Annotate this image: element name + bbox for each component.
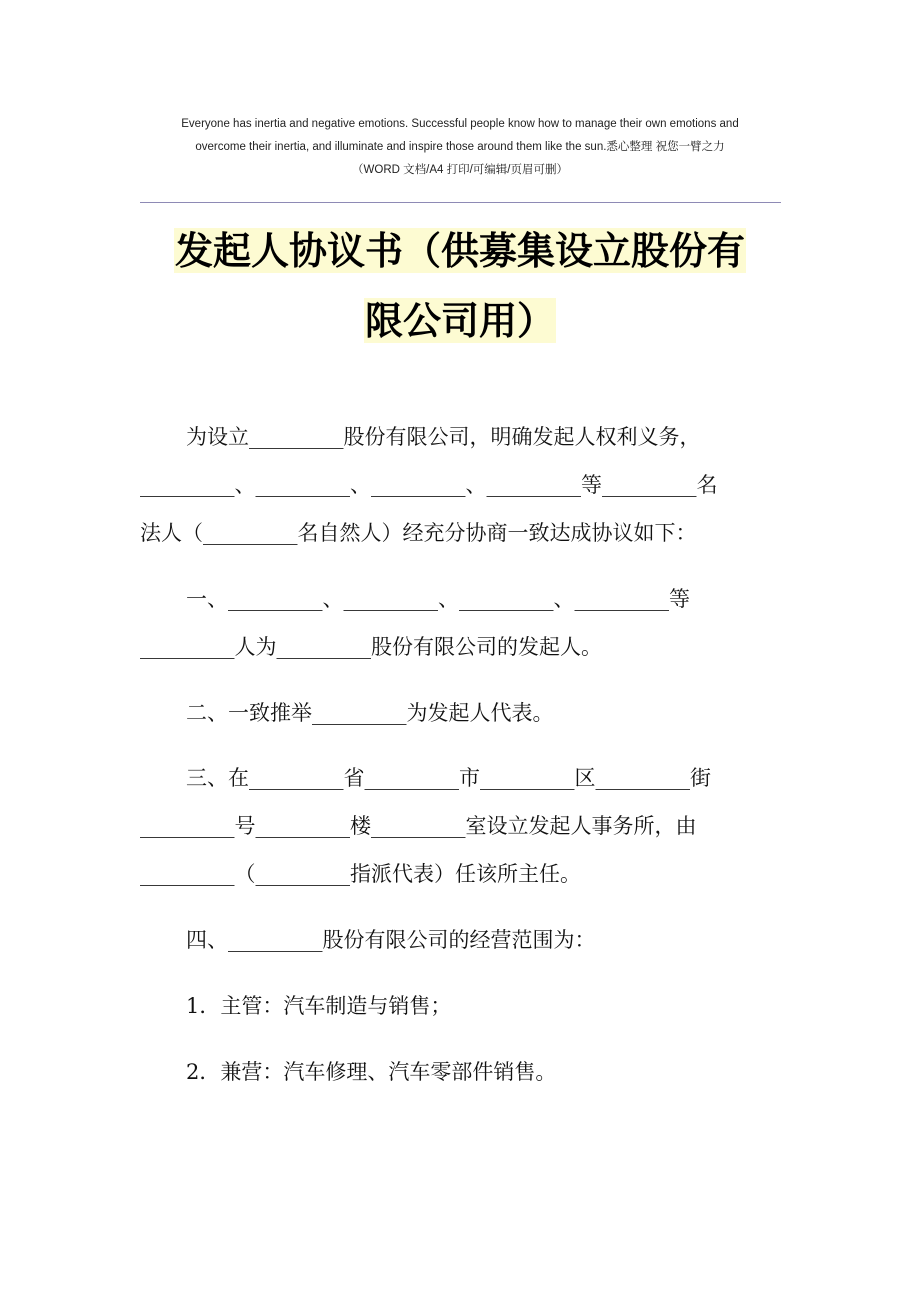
title-line-1: 发起人协议书（供募集设立股份有: [174, 228, 745, 273]
page-header: [140, 113, 780, 182]
list-item-1: 1．主管：汽车制造与销售；: [186, 994, 452, 1018]
header-divider: [140, 202, 781, 203]
header-motto-line-2: overcome their inertia, and illuminate and inspire those around them like the sun.悉心整理 祝您一臂之力: [195, 141, 725, 153]
title-line-2: 限公司用）: [364, 298, 555, 343]
header-motto-line-1: Everyone has inertia and negative emotions. Successful people know how to manage their own emotions and: [181, 118, 739, 130]
clause-3-line-3: _________（_________指派代表）任该所主任。: [140, 862, 581, 886]
list-item-2: 2．兼营：汽车修理、汽车零部件销售。: [186, 1060, 557, 1084]
header-format-note: （WORD 文档/A4 打印/可编辑/页眉可删）: [352, 164, 568, 176]
document-title: [140, 216, 780, 356]
clause-3-line-1: 三、在_________省_________市_________区_________街: [186, 766, 711, 790]
intro-paragraph-line-3: 法人（_________名自然人）经充分协商一致达成协议如下：: [140, 521, 697, 545]
clause-4-line-1: 四、_________股份有限公司的经营范围为：: [186, 928, 596, 952]
clause-2-line-1: 二、一致推举_________为发起人代表。: [186, 701, 554, 725]
intro-paragraph-line-1: 为设立_________股份有限公司，明确发起人权利义务，: [186, 425, 701, 449]
clause-1-line-1: 一、_________、_________、_________、_________等: [186, 587, 690, 611]
clause-3-line-2: _________号_________楼_________室设立发起人事务所，由: [140, 814, 697, 838]
clause-1-line-2: _________人为_________股份有限公司的发起人。: [140, 635, 602, 659]
intro-paragraph-line-2: _________、_________、_________、_________等_________名: [140, 473, 718, 497]
